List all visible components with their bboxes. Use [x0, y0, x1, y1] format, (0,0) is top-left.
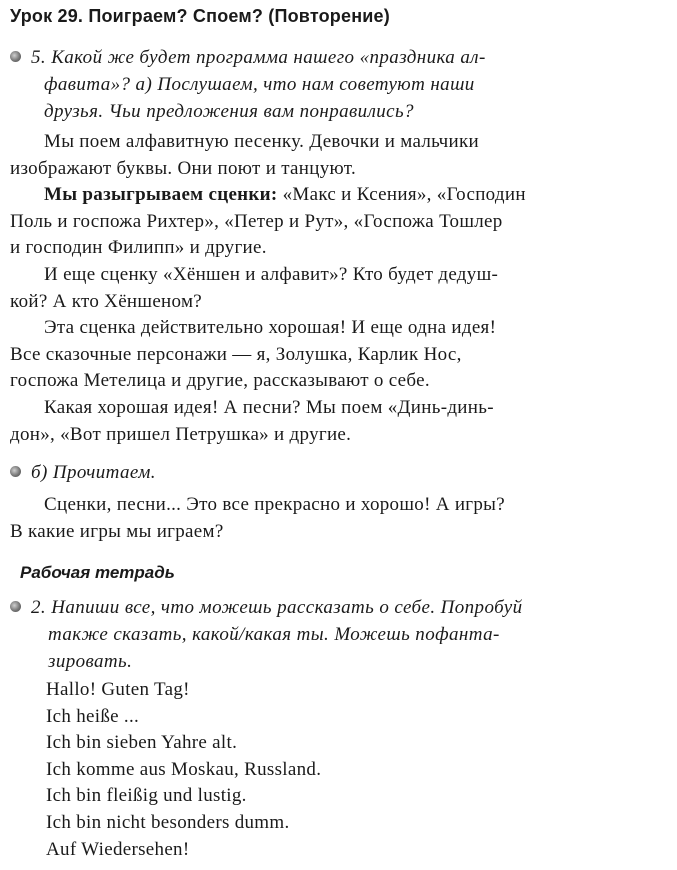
text-line: Какая хорошая идея! А песни? Мы поем «Динь-динь-: [44, 397, 494, 418]
german-line: Ich bin nicht besonders dumm.: [46, 811, 290, 833]
german-line: Auf Wiedersehen!: [46, 838, 190, 860]
paragraph-songs: [10, 395, 650, 448]
text-line: Эта сценка действительно хорошая! И еще одна идея!: [44, 317, 497, 338]
text-line: Мы поем алфавитную песенку. Девочки и мальчики: [44, 131, 480, 152]
text-line: и господин Филипп» и другие.: [10, 237, 267, 258]
paragraph-henschen: [10, 262, 650, 315]
text-line: Мы разыгрываем сценки: «Макс и Ксения», «Господин: [44, 184, 526, 205]
task-5-line: 5. Какой же будет программа нашего «праздника ал-: [10, 44, 640, 71]
paragraph-scenes: [10, 182, 650, 262]
text-line: И еще сценку «Хёншен и алфавит»? Кто будет дедуш-: [44, 264, 499, 285]
text-line: Сценки, песни... Это все прекрасно и хорошо! А игры?: [44, 494, 505, 515]
german-line: Ich komme aus Moskau, Russland.: [46, 758, 322, 780]
german-line: Ich bin fleißig und lustig.: [46, 785, 247, 807]
paragraph-song: [10, 129, 650, 182]
task-5-instruction: [10, 44, 640, 125]
task-5b-line: б) Прочитаем.: [10, 459, 640, 486]
task-2-line: также сказать, какой/какая ты. Можешь пофанта-: [48, 624, 500, 645]
task-5-line: фавита»? а) Послушаем, что нам советуют наши: [44, 74, 475, 95]
german-sample-text: [46, 677, 321, 863]
task-2-line: зировать.: [48, 651, 133, 672]
text-line: Все сказочные персонажи — я, Золушка, Карлик Нос,: [10, 343, 462, 365]
paragraph-games: [10, 492, 650, 545]
german-line: Ich heiße ...: [46, 705, 140, 727]
german-line: Hallo! Guten Tag!: [46, 679, 190, 700]
text-line: госпожа Метелица и другие, рассказывают о себе.: [10, 370, 430, 391]
bullet-icon: [10, 466, 21, 477]
bullet-icon: [10, 601, 21, 612]
task-5-line: друзья. Чьи предложения вам понравились?: [44, 101, 414, 122]
workbook-heading: Рабочая тетрадь: [20, 563, 175, 582]
paragraph-idea: [10, 315, 650, 395]
text-line: дон», «Вот пришел Петрушка» и другие.: [10, 423, 352, 445]
lesson-title: Урок 29. Поиграем? Споем? (Повторение): [10, 6, 390, 26]
workbook-task-2-instruction: [10, 594, 640, 675]
text-line: В какие игры мы играем?: [10, 520, 224, 542]
task-2-line: 2. Напиши все, что можешь рассказать о себе. Попробуй: [10, 594, 640, 621]
task-5b-instruction: [10, 459, 640, 486]
bold-lead: Мы разыгрываем сценки:: [44, 184, 278, 205]
text-line: изображают буквы. Они поют и танцуют.: [10, 157, 356, 179]
text-line: Поль и госпожа Рихтер», «Петер и Рут», «Госпожа Тошлер: [10, 210, 503, 232]
german-line: Ich bin sieben Yahre alt.: [46, 732, 238, 754]
bullet-icon: [10, 51, 21, 62]
text-line: кой? А кто Хёншеном?: [10, 290, 203, 312]
